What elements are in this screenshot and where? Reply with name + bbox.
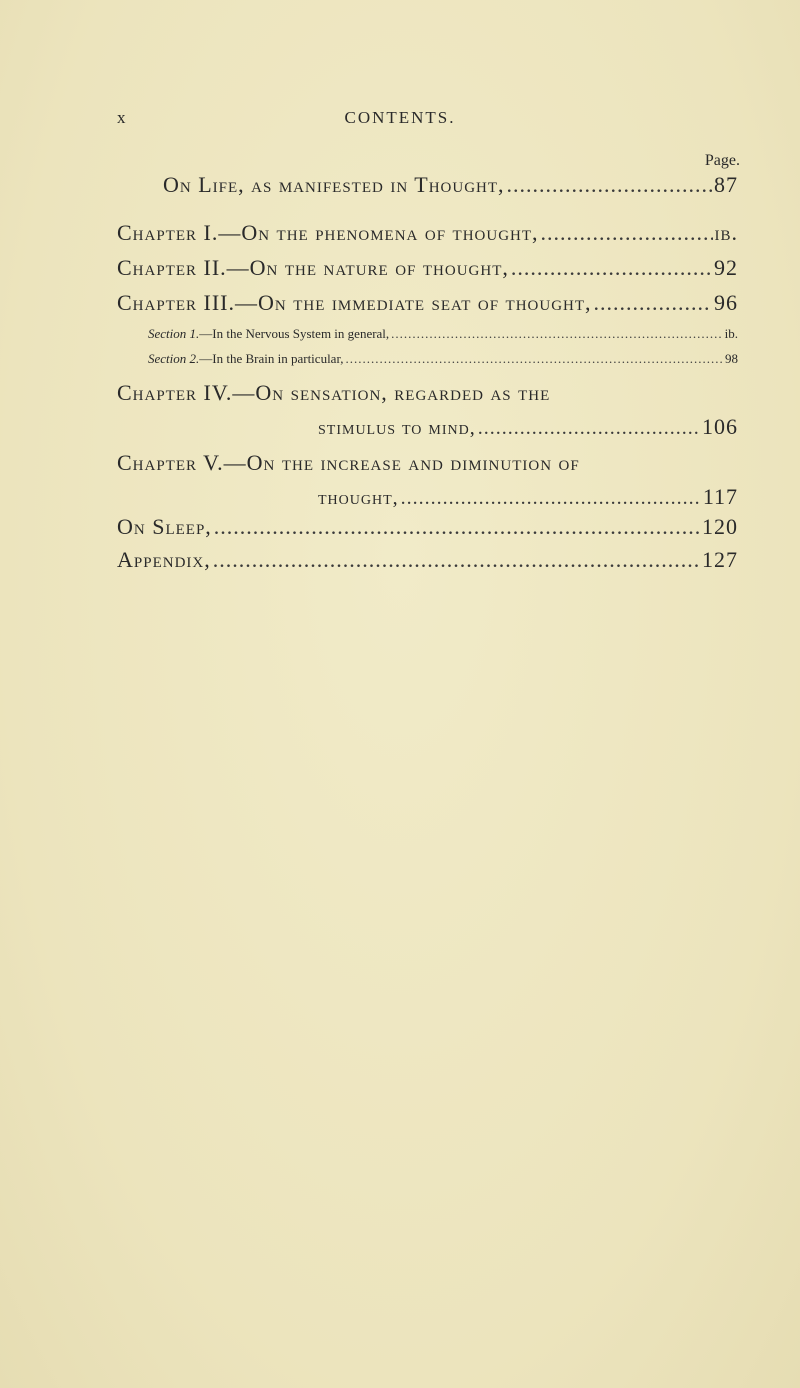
leader-dots bbox=[478, 417, 700, 440]
section-label: Section 2. bbox=[148, 351, 200, 366]
toc-entry-on-sleep[interactable] bbox=[117, 514, 738, 540]
page-column-label: Page. bbox=[704, 152, 740, 169]
leader-dots bbox=[594, 290, 712, 316]
section-label: Section 1. bbox=[148, 326, 200, 341]
toc-entry-page: 127 bbox=[702, 547, 738, 572]
leader-dots bbox=[214, 514, 700, 540]
toc-entry-title: On Life, as manifested in Thought, bbox=[163, 172, 505, 197]
toc-entry-page: 98 bbox=[725, 351, 738, 366]
toc-entry-page: 106 bbox=[702, 414, 738, 439]
toc-entry-page: ib. bbox=[724, 326, 738, 341]
toc-entry-chapter-5-cont[interactable] bbox=[318, 484, 738, 510]
toc-entry-continuation: stimulus to mind, bbox=[318, 417, 476, 439]
toc-entry-title: Chapter V.—On the increase and diminution of bbox=[117, 450, 580, 475]
toc-entry-title: Chapter I.—On the phenomena of thought, bbox=[117, 220, 539, 245]
running-header bbox=[0, 108, 800, 132]
toc-entry-chapter-2[interactable] bbox=[117, 255, 738, 281]
running-title: CONTENTS. bbox=[344, 108, 456, 127]
toc-entry-chapter-1[interactable] bbox=[117, 220, 738, 246]
toc-entry-appendix[interactable] bbox=[117, 547, 738, 573]
toc-entry-section-2[interactable] bbox=[148, 351, 738, 367]
toc-entry-continuation: thought, bbox=[318, 487, 399, 509]
toc-entry-chapter-4[interactable] bbox=[117, 380, 738, 406]
toc-entry-page: ib. bbox=[714, 220, 738, 245]
leader-dots bbox=[511, 255, 712, 281]
leader-dots bbox=[346, 351, 723, 367]
leader-dots bbox=[541, 220, 713, 246]
toc-entry-page: 96 bbox=[714, 290, 738, 315]
toc-entry-title: On Sleep, bbox=[117, 514, 212, 539]
toc-entry-title: Chapter III.—On the immediate seat of thought, bbox=[117, 290, 592, 315]
toc-entry-page: 117 bbox=[702, 484, 738, 509]
toc-entry-title: —In the Brain in particular, bbox=[199, 351, 344, 366]
toc-entry-title: Chapter II.—On the nature of thought, bbox=[117, 255, 509, 280]
page-folio: x bbox=[117, 108, 127, 127]
leader-dots bbox=[507, 172, 712, 198]
leader-dots bbox=[401, 487, 701, 510]
toc-entry-chapter-5[interactable] bbox=[117, 450, 738, 476]
toc-entry-page: 92 bbox=[714, 255, 738, 280]
toc-entry-page: 120 bbox=[702, 514, 738, 539]
leader-dots bbox=[391, 326, 722, 342]
toc-entry-chapter-4-cont[interactable] bbox=[318, 414, 738, 440]
toc-entry-title: Appendix, bbox=[117, 547, 211, 572]
leader-dots bbox=[213, 547, 700, 573]
toc-entry-page: 87 bbox=[714, 172, 738, 197]
toc-entry-title: Chapter IV.—On sensation, regarded as the bbox=[117, 380, 551, 405]
toc-entry-chapter-3[interactable] bbox=[117, 290, 738, 316]
toc-entry-section-1[interactable] bbox=[148, 326, 738, 342]
toc-entry-title: —In the Nervous System in general, bbox=[199, 326, 390, 341]
toc-entry-life-thought[interactable] bbox=[163, 172, 738, 198]
